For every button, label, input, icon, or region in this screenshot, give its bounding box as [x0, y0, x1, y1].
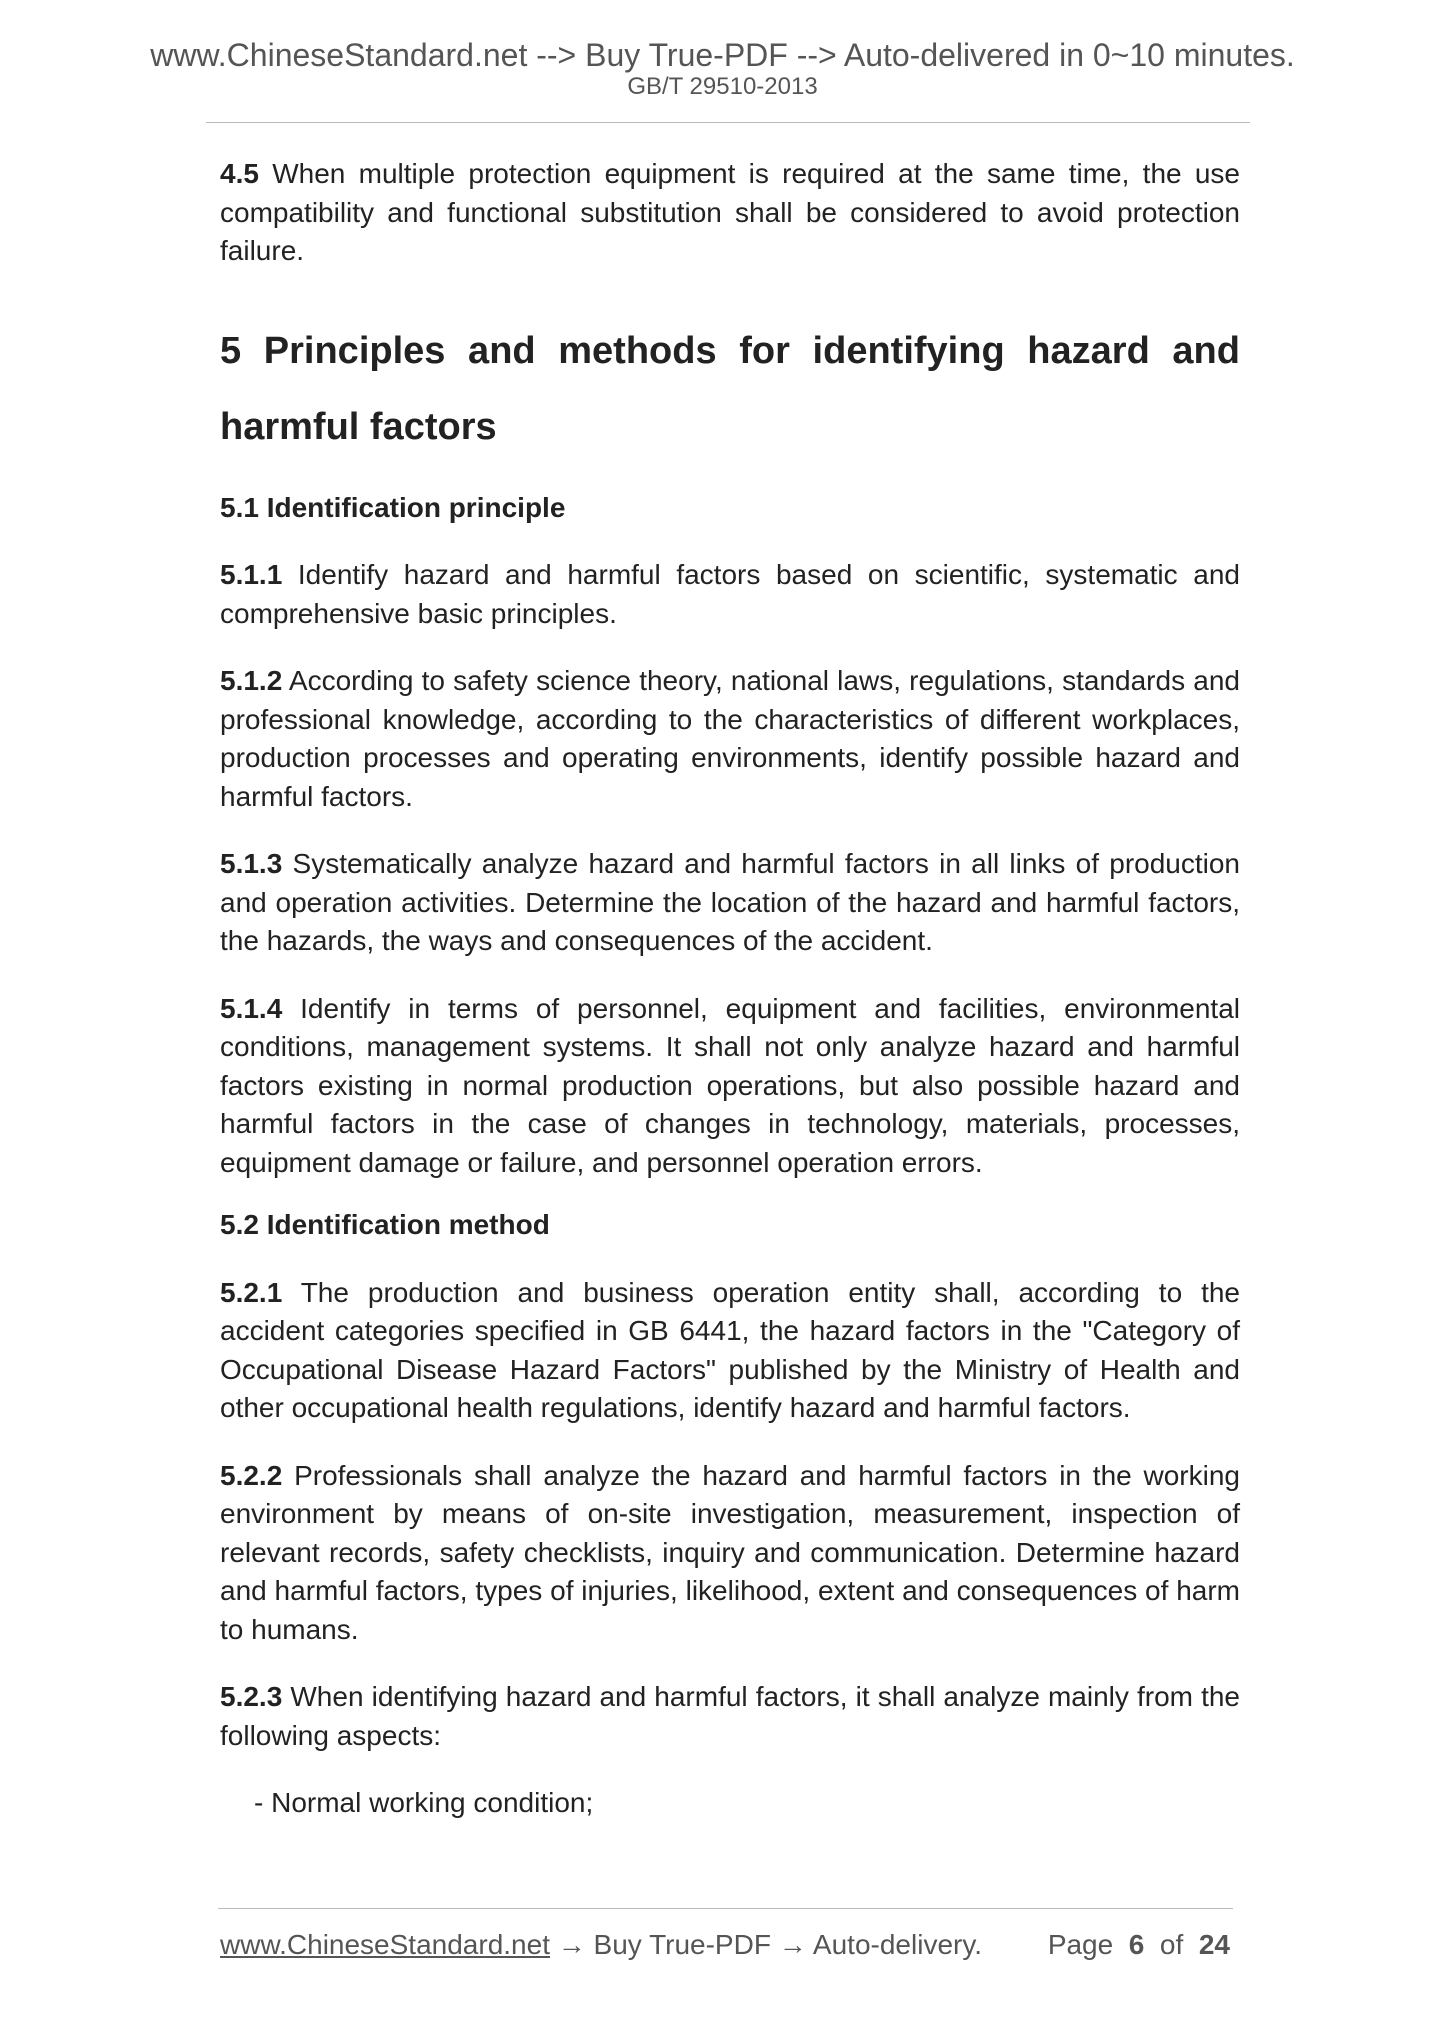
clause-number: 5.1.3	[220, 848, 283, 879]
page-label: Page	[1047, 1929, 1114, 1960]
clause-number: 5.1.4	[220, 992, 283, 1024]
clause-text: The production and business operation entity shall, according to the accident categories specified in GB 6441, the hazard factors in the "Category of Occupational Disease Hazard Factors" published by the Ministry of Health and other occupational health regulations, identify hazard and harmful factors.	[220, 1276, 1240, 1423]
footer-site-link[interactable]: www.ChineseStandard.net	[220, 1929, 550, 1960]
of-label: of	[1159, 1929, 1184, 1960]
clause-text: Professionals shall analyze the hazard and harmful factors in the working environment by means of on-site investigation, measurement, inspection of relevant records, safety checklists, inquiry and communication. Determine hazard and harmful factors, types of injuries, likelihood, extent and consequences of harm to humans.	[220, 1459, 1240, 1645]
footer-text: → Buy True-PDF → Auto-delivery.	[549, 1929, 983, 1960]
clause-5-1-2	[220, 662, 1240, 816]
clause-number: 5.2.3	[220, 1681, 283, 1712]
clause-5-1-4	[220, 990, 1240, 1183]
document-body	[220, 155, 1240, 1823]
clause-5-1-3	[220, 845, 1240, 961]
total-pages: 24	[1198, 1929, 1230, 1960]
list-item: - Normal working condition;	[254, 1787, 594, 1818]
clause-number: 5.1.2	[220, 665, 283, 696]
clause-number: 5.1.1	[220, 559, 283, 590]
clause-5-2-1	[220, 1274, 1240, 1428]
site-banner: www.ChineseStandard.net --> Buy True-PDF --> Auto-delivered in 0~10 minutes.	[150, 37, 1295, 73]
section-5-1-heading: 5.1 Identification principle	[220, 491, 566, 523]
clause-5-1-1	[220, 556, 1240, 633]
clause-5-2-3	[220, 1678, 1240, 1755]
footer-divider	[218, 1908, 1233, 1909]
clause-number: 5.2.2	[220, 1459, 283, 1491]
current-page: 6	[1128, 1929, 1145, 1960]
page-indicator	[1048, 1928, 1230, 1962]
header-divider	[206, 122, 1250, 123]
clause-text: When multiple protection equipment is required at the same time, the use compatibility and functional substitution shall be considered to avoid protection failure.	[220, 158, 1240, 266]
section-5-heading: 5 Principles and methods for identifying hazard and harmful factors	[220, 329, 1240, 448]
clause-text: When identifying hazard and harmful factors, it shall analyze mainly from the following aspects:	[220, 1681, 1240, 1751]
section-5-2-heading: 5.2 Identification method	[220, 1209, 550, 1240]
clause-text: Systematically analyze hazard and harmful factors in all links of production and operation activities. Determine the location of the hazard and harmful factors, the hazards, the ways and consequences of the accident.	[220, 848, 1240, 956]
clause-text: According to safety science theory, national laws, regulations, standards and professional knowledge, according to the characteristics of different workplaces, production processes and operating environments, identify possible hazard and harmful factors.	[220, 665, 1240, 812]
clause-5-2-2	[220, 1457, 1240, 1650]
clause-number: 5.2.1	[220, 1276, 283, 1308]
clause-text: Identify hazard and harmful factors based on scientific, systematic and comprehensive basic principles.	[220, 559, 1240, 629]
standard-code: GB/T 29510-2013	[627, 73, 818, 100]
clause-number: 4.5	[220, 158, 259, 189]
clause-text: Identify in terms of personnel, equipment and facilities, environmental conditions, management systems. It shall not only analyze hazard and harmful factors existing in normal production operations, but also possible hazard and harmful factors in the case of changes in technology, materials, processes, equipment damage or failure, and personnel operation errors.	[220, 992, 1240, 1178]
clause-4-5	[220, 155, 1240, 271]
page-footer	[220, 1928, 1230, 1962]
